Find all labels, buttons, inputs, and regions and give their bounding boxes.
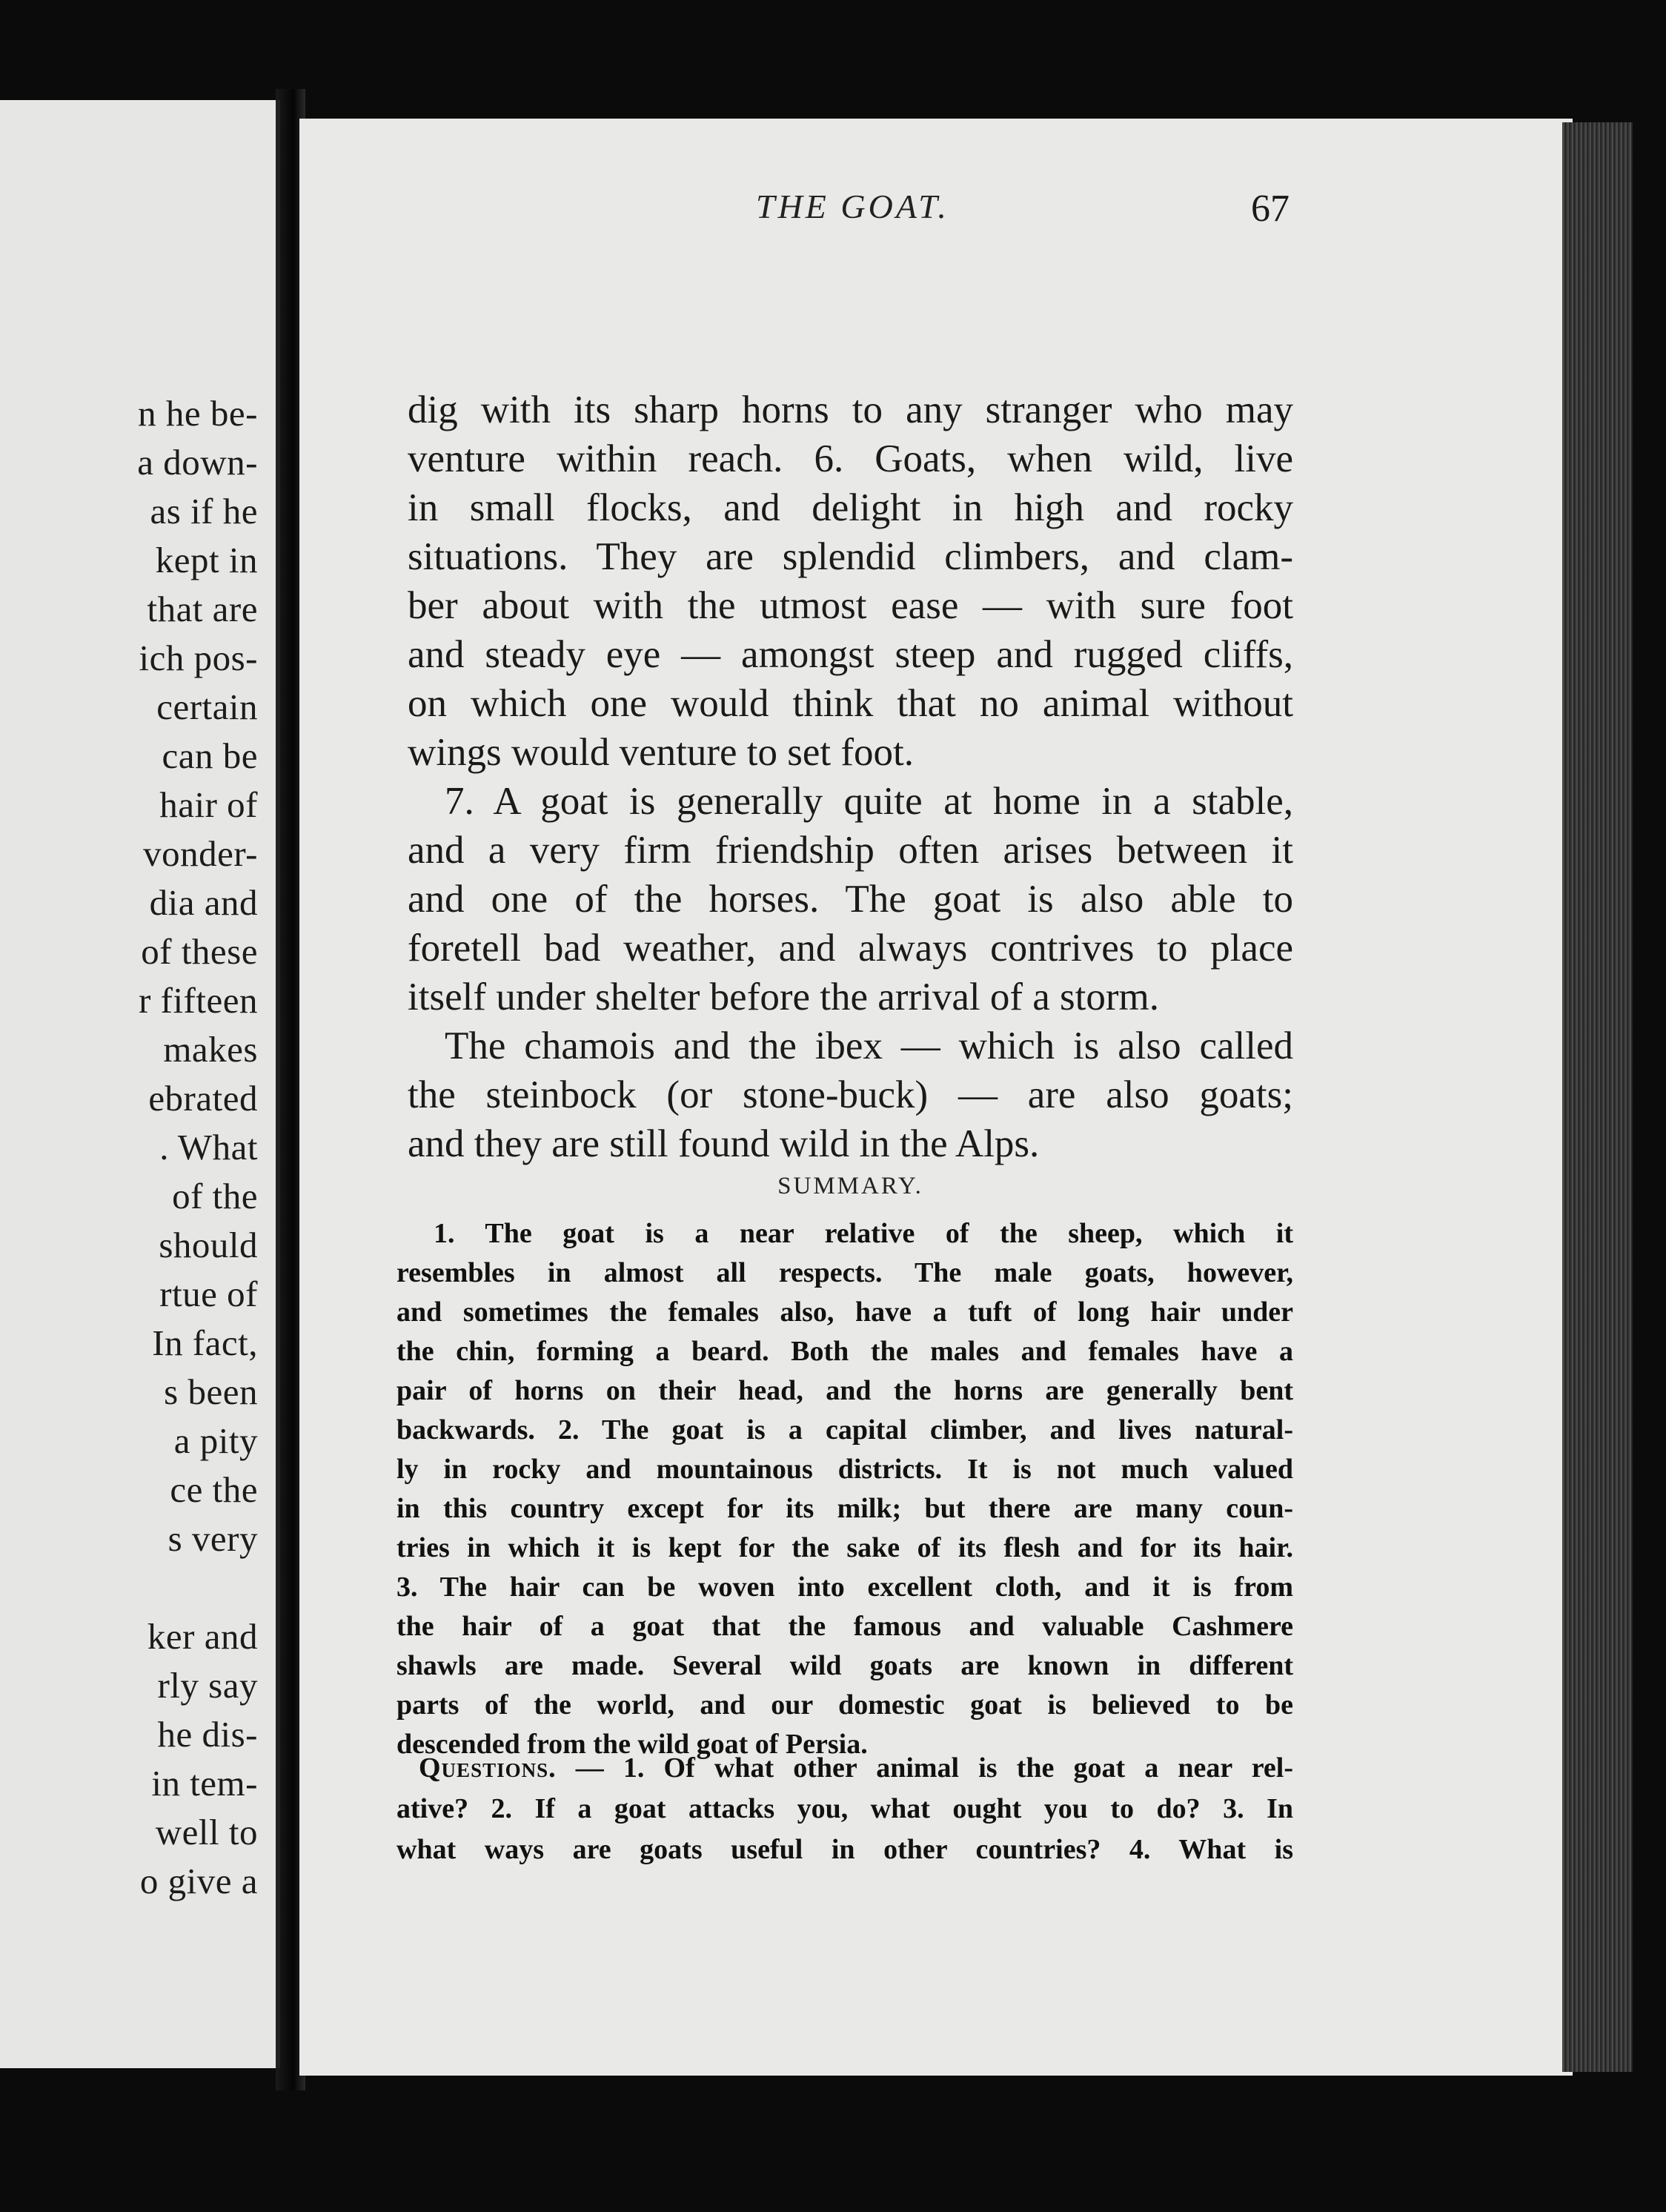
summary-line: descended from the wild goat of Persia. bbox=[396, 1729, 868, 1760]
summary-line: backwards. 2. The goat is a capital climber, and lives natural- bbox=[396, 1414, 1293, 1446]
left-line: of these bbox=[141, 931, 258, 972]
page-edge bbox=[1562, 122, 1633, 2072]
left-line: o give a bbox=[139, 1861, 258, 1901]
body-line: foretell bad weather, and always contrives to place bbox=[408, 927, 1293, 970]
left-line: makes bbox=[163, 1029, 258, 1070]
summary-line: in this country except for its milk; but there are many coun- bbox=[396, 1493, 1293, 1524]
left-line: rtue of bbox=[159, 1274, 258, 1314]
questions-label: Questions. bbox=[419, 1752, 557, 1784]
summary-line: the hair of a goat that the famous and valuable Cashmere bbox=[396, 1611, 1293, 1642]
left-page-text bbox=[137, 389, 258, 1906]
left-line: In fact, bbox=[152, 1322, 258, 1363]
summary-line: tries in which it is kept for the sake of its flesh and for its hair. bbox=[396, 1532, 1293, 1563]
body-line: and a very firm friendship often arises between it bbox=[408, 829, 1293, 872]
running-title: THE GOAT. bbox=[756, 188, 949, 225]
left-line: a down- bbox=[137, 442, 258, 483]
left-line: he dis- bbox=[157, 1714, 258, 1755]
left-line: s very bbox=[167, 1518, 258, 1559]
summary-heading: SUMMARY. bbox=[777, 1173, 923, 1199]
summary-line: pair of horns on their head, and the horns are generally bent bbox=[396, 1375, 1293, 1406]
left-line: of the bbox=[172, 1176, 258, 1216]
left-line: ce the bbox=[170, 1469, 258, 1510]
left-line: ebrated bbox=[148, 1078, 258, 1119]
left-line bbox=[137, 1563, 258, 1612]
summary-line: 3. The hair can be woven into excellent cloth, and it is from bbox=[396, 1572, 1293, 1603]
body-line: ber about with the utmost ease — with sure foot bbox=[408, 584, 1293, 627]
left-line: ker and bbox=[147, 1616, 258, 1657]
body-line: venture within reach. 6. Goats, when wild, live bbox=[408, 437, 1293, 480]
left-line: s been bbox=[164, 1371, 258, 1412]
running-head bbox=[459, 187, 1290, 239]
summary-line: ly in rocky and mountainous districts. It is not much valued bbox=[396, 1454, 1293, 1485]
summary-text bbox=[396, 1214, 1293, 1764]
summary-line: resembles in almost all respects. The male goats, however, bbox=[396, 1257, 1293, 1288]
left-line: vonder- bbox=[143, 833, 258, 874]
body-line: The chamois and the ibex — which is also called bbox=[445, 1024, 1293, 1067]
left-line: . What bbox=[159, 1127, 258, 1168]
body-line: 7. A goat is generally quite at home in a stable, bbox=[445, 780, 1293, 823]
summary-line: parts of the world, and our domestic goat is believed to be bbox=[396, 1689, 1293, 1721]
body-text bbox=[408, 385, 1293, 1168]
body-line: itself under shelter before the arrival of a storm. bbox=[408, 976, 1159, 1019]
questions-text bbox=[396, 1748, 1293, 1870]
body-line: and steady eye — amongst steep and rugged cliffs, bbox=[408, 633, 1293, 676]
questions-line: ative? 2. If a goat attacks you, what ought you to do? 3. In bbox=[396, 1793, 1293, 1824]
body-line: and they are still found wild in the Alps. bbox=[408, 1122, 1040, 1165]
left-line: ich pos- bbox=[139, 638, 258, 678]
summary-line: and sometimes the females also, have a tuft of long hair under bbox=[396, 1297, 1293, 1328]
body-line: situations. They are splendid climbers, and clam- bbox=[408, 535, 1293, 578]
left-line: that are bbox=[147, 589, 258, 629]
questions-first-line: — 1. Of what other animal is the goat a near rel- bbox=[556, 1752, 1293, 1784]
left-line: r fifteen bbox=[139, 980, 258, 1021]
summary-line: the chin, forming a beard. Both the males and females have a bbox=[396, 1336, 1293, 1367]
page-number: 67 bbox=[1251, 188, 1290, 230]
summary-line: 1. The goat is a near relative of the sheep, which it bbox=[434, 1218, 1293, 1249]
left-line: can be bbox=[162, 735, 258, 776]
left-line: hair of bbox=[159, 784, 258, 825]
left-line: rly say bbox=[157, 1665, 258, 1706]
body-line: wings would venture to set foot. bbox=[408, 731, 915, 774]
left-line: a pity bbox=[173, 1420, 258, 1461]
left-line: should bbox=[159, 1225, 258, 1265]
questions-line bbox=[396, 1748, 1293, 1789]
left-line: dia and bbox=[149, 882, 258, 923]
left-page bbox=[0, 100, 280, 2068]
summary-line: shawls are made. Several wild goats are known in different bbox=[396, 1650, 1293, 1681]
body-line: and one of the horses. The goat is also able to bbox=[408, 878, 1293, 921]
left-line: well to bbox=[155, 1812, 258, 1852]
left-line: kept in bbox=[155, 540, 258, 580]
left-line: in tem- bbox=[151, 1763, 258, 1804]
questions-line: what ways are goats useful in other countries? 4. What is bbox=[396, 1834, 1293, 1865]
body-line: the steinbock (or stone-buck) — are also goats; bbox=[408, 1073, 1293, 1116]
body-line: on which one would think that no animal without bbox=[408, 682, 1293, 725]
body-line: in small flocks, and delight in high and rocky bbox=[408, 486, 1293, 529]
left-line: certain bbox=[156, 686, 258, 727]
left-line: as if he bbox=[150, 491, 258, 532]
body-line: dig with its sharp horns to any stranger who may bbox=[408, 388, 1293, 431]
left-line: n he be- bbox=[138, 393, 258, 434]
